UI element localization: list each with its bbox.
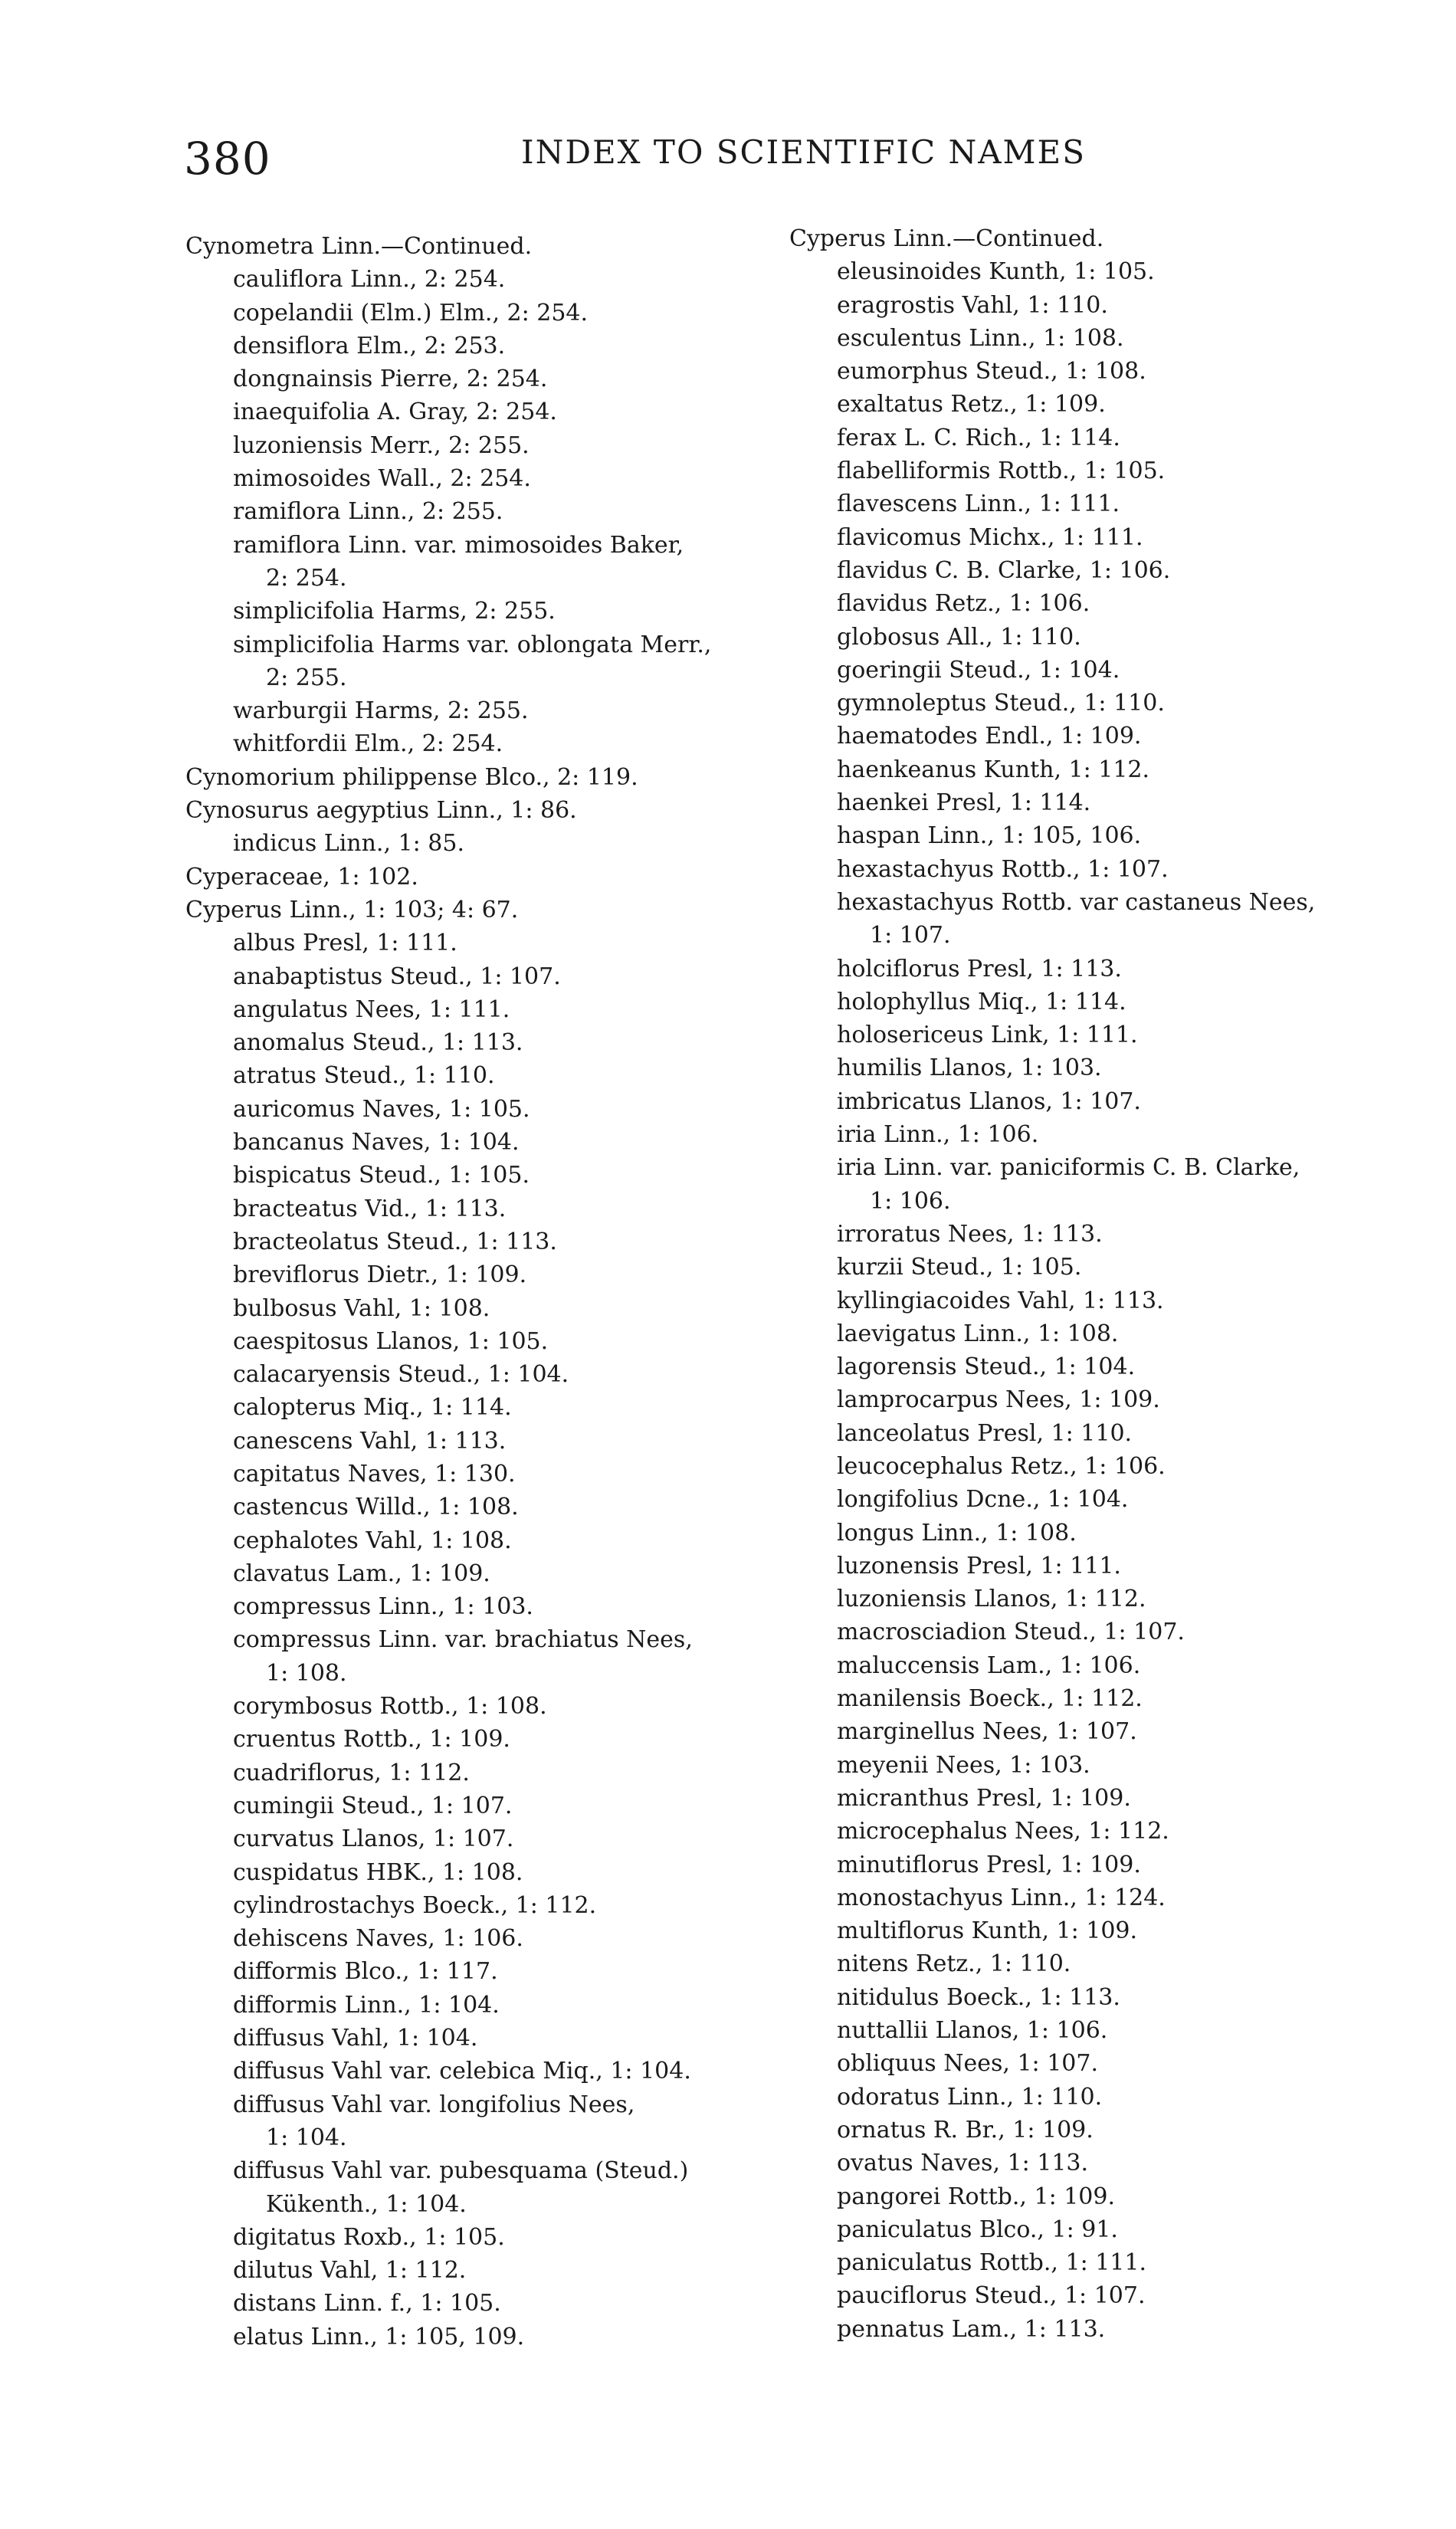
index-entry: auricomus Naves, 1: 105. xyxy=(233,1095,530,1123)
index-entry-continuation: 1: 108. xyxy=(266,1659,347,1687)
index-entry: distans Linn. f., 1: 105. xyxy=(233,2290,501,2317)
index-entry: densiflora Elm., 2: 253. xyxy=(233,332,506,359)
index-entry: cumingii Steud., 1: 107. xyxy=(233,1792,513,1819)
index-entry: manilensis Boeck., 1: 112. xyxy=(837,1685,1143,1713)
index-entry: canescens Vahl, 1: 113. xyxy=(233,1427,507,1455)
index-entry-continuation: 1: 106. xyxy=(870,1187,951,1215)
index-entry: anomalus Steud., 1: 113. xyxy=(233,1029,523,1057)
index-entry: flavidus Retz., 1: 106. xyxy=(837,590,1090,618)
index-entry: difformis Blco., 1: 117. xyxy=(233,1958,498,1986)
index-entry-continuation: 2: 255. xyxy=(266,664,347,691)
index-entry: esculentus Linn., 1: 108. xyxy=(837,324,1124,352)
index-entry: dehiscens Naves, 1: 106. xyxy=(233,1925,523,1953)
index-entry: compressus Linn. var. brachiatus Nees, xyxy=(233,1626,693,1654)
index-entry: ferax L. C. Rich., 1: 114. xyxy=(837,424,1120,451)
index-entry: simplicifolia Harms var. oblongata Merr., xyxy=(233,631,712,658)
index-entry: nitidulus Boeck., 1: 113. xyxy=(837,1983,1120,2011)
index-entry: breviflorus Dietr., 1: 109. xyxy=(233,1261,527,1289)
index-entry: micranthus Presl, 1: 109. xyxy=(837,1784,1131,1812)
index-entry: haenkei Presl, 1: 114. xyxy=(837,789,1091,817)
index-heading-entry: Cyperaceae, 1: 102. xyxy=(185,863,418,891)
index-entry: haenkeanus Kunth, 1: 112. xyxy=(837,756,1150,783)
index-entry: exaltatus Retz., 1: 109. xyxy=(837,391,1106,418)
index-entry: nuttallii Llanos, 1: 106. xyxy=(837,2017,1108,2045)
index-entry: longus Linn., 1: 108. xyxy=(837,1519,1077,1547)
index-entry: leucocephalus Retz., 1: 106. xyxy=(837,1452,1166,1480)
index-entry: lamprocarpus Nees, 1: 109. xyxy=(837,1386,1160,1414)
index-entry: holciflorus Presl, 1: 113. xyxy=(837,955,1122,982)
index-entry: pangorei Rottb., 1: 109. xyxy=(837,2183,1116,2210)
running-head-title: INDEX TO SCIENTIFIC NAMES xyxy=(521,133,1086,171)
index-entry: luzonensis Presl, 1: 111. xyxy=(837,1552,1121,1579)
index-entry: imbricatus Llanos, 1: 107. xyxy=(837,1087,1141,1115)
index-entry: bracteatus Vid., 1: 113. xyxy=(233,1195,507,1222)
index-entry: elatus Linn., 1: 105, 109. xyxy=(233,2323,525,2350)
index-heading-entry: Cyperus Linn.—Continued. xyxy=(789,225,1104,252)
index-entry: bancanus Naves, 1: 104. xyxy=(233,1129,520,1156)
index-entry: warburgii Harms, 2: 255. xyxy=(233,697,529,725)
index-entry: macrosciadion Steud., 1: 107. xyxy=(837,1619,1185,1646)
index-entry: laevigatus Linn., 1: 108. xyxy=(837,1320,1119,1347)
index-entry: castencus Willd., 1: 108. xyxy=(233,1494,519,1521)
page-number: 380 xyxy=(184,133,271,185)
index-heading-entry: Cynosurus aegyptius Linn., 1: 86. xyxy=(185,797,577,825)
index-entry: cylindrostachys Boeck., 1: 112. xyxy=(233,1891,597,1919)
index-entry: goeringii Steud., 1: 104. xyxy=(837,656,1120,684)
index-entry: whitfordii Elm., 2: 254. xyxy=(233,730,503,758)
index-entry: flavicomus Michx., 1: 111. xyxy=(837,523,1143,551)
index-heading-entry: Cynomorium philippense Blco., 2: 119. xyxy=(185,763,638,791)
index-entry: indicus Linn., 1: 85. xyxy=(233,830,464,858)
index-entry: paniculatus Rottb., 1: 111. xyxy=(837,2249,1147,2277)
index-entry: multiflorus Kunth, 1: 109. xyxy=(837,1917,1138,1945)
index-entry: clavatus Lam., 1: 109. xyxy=(233,1560,490,1587)
index-entry: diffusus Vahl var. celebica Miq., 1: 104. xyxy=(233,2058,691,2085)
index-entry: eleusinoides Kunth, 1: 105. xyxy=(837,258,1155,286)
index-entry: haspan Linn., 1: 105, 106. xyxy=(837,822,1142,850)
index-entry: holosericeus Link, 1: 111. xyxy=(837,1022,1138,1049)
index-entry: diffusus Vahl, 1: 104. xyxy=(233,2025,478,2052)
index-entry: cauliflora Linn., 2: 254. xyxy=(233,266,506,294)
index-entry: difformis Linn., 1: 104. xyxy=(233,1991,500,2019)
index-entry-continuation: 2: 254. xyxy=(266,564,347,592)
index-entry: dongnainsis Pierre, 2: 254. xyxy=(233,366,548,393)
index-entry: capitatus Naves, 1: 130. xyxy=(233,1460,516,1488)
index-entry: digitatus Roxb., 1: 105. xyxy=(233,2223,505,2251)
index-entry: globosus All., 1: 110. xyxy=(837,623,1081,651)
index-entry: lagorensis Steud., 1: 104. xyxy=(837,1353,1136,1381)
index-entry: curvatus Llanos, 1: 107. xyxy=(233,1825,514,1853)
index-entry: longifolius Dcne., 1: 104. xyxy=(837,1486,1129,1514)
index-entry: cephalotes Vahl, 1: 108. xyxy=(233,1527,512,1554)
index-entry: mimosoides Wall., 2: 254. xyxy=(233,465,531,493)
index-entry: inaequifolia A. Gray, 2: 254. xyxy=(233,399,557,426)
index-entry: luzoniensis Llanos, 1: 112. xyxy=(837,1586,1146,1613)
index-entry: microcephalus Nees, 1: 112. xyxy=(837,1818,1169,1845)
index-entry: compressus Linn., 1: 103. xyxy=(233,1593,533,1621)
index-entry: flavidus C. B. Clarke, 1: 106. xyxy=(837,556,1171,584)
index-entry: pauciflorus Steud., 1: 107. xyxy=(837,2282,1146,2310)
index-entry: ornatus R. Br., 1: 109. xyxy=(837,2116,1094,2144)
index-entry: copelandii (Elm.) Elm., 2: 254. xyxy=(233,299,589,326)
index-column-right xyxy=(789,222,1425,2346)
index-entry: cuspidatus HBK., 1: 108. xyxy=(233,1858,523,1886)
index-entry: hexastachyus Rottb., 1: 107. xyxy=(837,855,1169,883)
index-entry: odoratus Linn., 1: 110. xyxy=(837,2083,1103,2111)
index-entry: luzoniensis Merr., 2: 255. xyxy=(233,431,530,459)
index-entry: corymbosus Rottb., 1: 108. xyxy=(233,1693,547,1720)
index-entry: iria Linn. var. paniciformis C. B. Clarke, xyxy=(837,1154,1300,1182)
index-entry: cuadriflorus, 1: 112. xyxy=(233,1759,470,1786)
index-entry: atratus Steud., 1: 110. xyxy=(233,1062,495,1090)
index-entry: humilis Llanos, 1: 103. xyxy=(837,1055,1102,1082)
index-entry: meyenii Nees, 1: 103. xyxy=(837,1751,1090,1779)
index-entry: irroratus Nees, 1: 113. xyxy=(837,1220,1103,1248)
index-entry: maluccensis Lam., 1: 106. xyxy=(837,1652,1141,1679)
index-entry: nitens Retz., 1: 110. xyxy=(837,1950,1071,1978)
index-entry: eumorphus Steud., 1: 108. xyxy=(837,358,1146,385)
index-entry: bracteolatus Steud., 1: 113. xyxy=(233,1228,557,1255)
index-entry: obliquus Nees, 1: 107. xyxy=(837,2050,1098,2078)
index-entry: angulatus Nees, 1: 111. xyxy=(233,996,510,1023)
index-entry: holophyllus Miq., 1: 114. xyxy=(837,988,1126,1015)
index-entry: caespitosus Llanos, 1: 105. xyxy=(233,1327,549,1355)
index-entry-continuation: 1: 107. xyxy=(870,922,951,950)
index-entry: diffusus Vahl var. pubesquama (Steud.) xyxy=(233,2157,689,2185)
index-entry: ramiflora Linn. var. mimosoides Baker, xyxy=(233,531,684,559)
index-entry: pennatus Lam., 1: 113. xyxy=(837,2315,1106,2343)
index-entry: marginellus Nees, 1: 107. xyxy=(837,1718,1137,1746)
index-entry: flavescens Linn., 1: 111. xyxy=(837,490,1120,518)
index-entry: bispicatus Steud., 1: 105. xyxy=(233,1162,530,1189)
index-entry: lanceolatus Presl, 1: 110. xyxy=(837,1419,1133,1447)
index-entry: kurzii Steud., 1: 105. xyxy=(837,1254,1082,1281)
index-entry: albus Presl, 1: 111. xyxy=(233,930,457,957)
index-entry: dilutus Vahl, 1: 112. xyxy=(233,2257,467,2285)
index-entry-continuation: 1: 104. xyxy=(266,2124,347,2151)
index-entry: ovatus Naves, 1: 113. xyxy=(837,2150,1089,2177)
index-entry: calacaryensis Steud., 1: 104. xyxy=(233,1361,569,1389)
index-entry: minutiflorus Presl, 1: 109. xyxy=(837,1851,1141,1878)
index-entry: flabelliformis Rottb., 1: 105. xyxy=(837,458,1166,485)
index-entry: iria Linn., 1: 106. xyxy=(837,1121,1039,1149)
index-entry: diffusus Vahl var. longifolius Nees, xyxy=(233,2091,635,2118)
index-entry: gymnoleptus Steud., 1: 110. xyxy=(837,690,1165,717)
index-entry: bulbosus Vahl, 1: 108. xyxy=(233,1294,490,1322)
index-entry: haematodes Endl., 1: 109. xyxy=(837,723,1142,750)
index-entry: kyllingiacoides Vahl, 1: 113. xyxy=(837,1287,1164,1314)
index-entry-continuation: Kükenth., 1: 104. xyxy=(266,2190,467,2218)
index-entry: anabaptistus Steud., 1: 107. xyxy=(233,963,561,990)
index-entry: simplicifolia Harms, 2: 255. xyxy=(233,598,556,625)
index-entry: eragrostis Vahl, 1: 110. xyxy=(837,291,1108,319)
index-entry: cruentus Rottb., 1: 109. xyxy=(233,1726,510,1753)
index-entry: monostachyus Linn., 1: 124. xyxy=(837,1884,1166,1911)
index-heading-entry: Cynometra Linn.—Continued. xyxy=(185,233,533,260)
index-heading-entry: Cyperus Linn., 1: 103; 4: 67. xyxy=(185,896,519,923)
index-entry: calopterus Miq., 1: 114. xyxy=(233,1394,512,1422)
index-entry: ramiflora Linn., 2: 255. xyxy=(233,498,503,526)
index-entry: paniculatus Blco., 1: 91. xyxy=(837,2216,1118,2243)
index-entry: hexastachyus Rottb. var castaneus Nees, xyxy=(837,888,1316,916)
index-column-left xyxy=(185,230,821,2354)
